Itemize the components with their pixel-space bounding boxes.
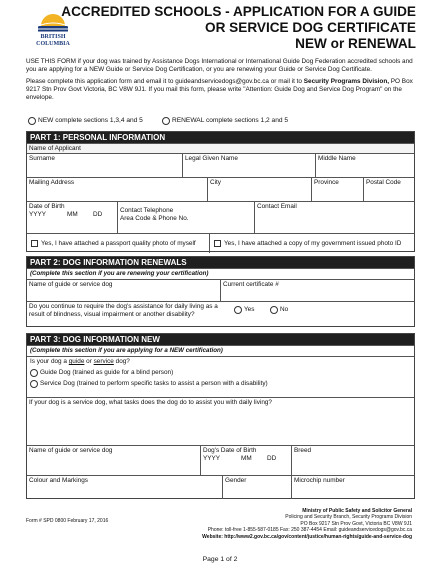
continue-no-label: No [280, 306, 289, 313]
part2-note: (Complete this section if you are renewing your certification) [30, 270, 209, 277]
page-number: Page 1 of 2 [202, 556, 238, 563]
ministry-website[interactable]: Website: http://www2.gov.bc.ca/gov/content/justice/human-rights/guide-and-service-dog [202, 533, 412, 540]
page-title [61, 4, 416, 52]
postal-code-label: Postal Code [366, 179, 401, 186]
title-line-1: ACCREDITED SCHOOLS - APPLICATION FOR A GUIDE [61, 4, 416, 19]
dog-dob-dd: DD [267, 455, 277, 462]
q-pre: Is your dog a [30, 358, 69, 365]
guide-dog-option[interactable] [30, 369, 411, 377]
gender-label: Gender [225, 477, 247, 484]
photo-id-checkbox[interactable] [214, 240, 221, 247]
middle-name-field[interactable] [315, 154, 414, 177]
guide-dog-label: Guide Dog (trained as guide for a blind person) [40, 369, 174, 376]
continue-assistance-question: Do you continue to require the dog's assistance for daily living as a result of blindness, visual impairment or another disability? [29, 303, 218, 318]
logo-line-1: BRITISH [40, 34, 66, 40]
province-field[interactable] [311, 178, 363, 201]
continue-yes-radio[interactable] [234, 306, 242, 314]
passport-photo-check[interactable] [27, 234, 209, 253]
intro-text [26, 58, 418, 105]
tasks-field[interactable] [27, 398, 414, 445]
name-row [27, 153, 414, 177]
applicant-name-header [27, 143, 414, 153]
continue-no-radio[interactable] [270, 306, 278, 314]
branch-name: Policing and Security Branch, Security Programs Division [285, 514, 412, 521]
dog-dob-field[interactable] [200, 446, 291, 475]
title-line-3: NEW or RENEWAL [295, 36, 416, 51]
breed-field[interactable] [291, 446, 414, 475]
option-new[interactable] [28, 117, 143, 125]
middle-name-label: Middle Name [318, 155, 356, 162]
renewal-dog-name-label: Name of guide or service dog [29, 281, 113, 288]
gender-field[interactable] [222, 476, 291, 499]
part2-dog-row [27, 279, 414, 301]
microchip-field[interactable] [291, 476, 414, 499]
email-label: Contact Email [257, 203, 297, 210]
name-of-applicant-label: Name of Applicant [29, 145, 81, 152]
part1-section [26, 131, 415, 252]
mailing-address-label: Mailing Address [29, 179, 75, 186]
service-dog-option[interactable] [30, 380, 411, 388]
new-dog-name-field[interactable] [27, 446, 200, 475]
ministry-name: Ministry of Public Safety and Solicitor General [302, 508, 412, 514]
dog-type-row [27, 356, 414, 397]
option-renewal[interactable] [162, 117, 288, 125]
continue-yes-option[interactable] [234, 306, 254, 314]
renewal-radio[interactable] [162, 117, 170, 125]
q-guide: guide [68, 358, 85, 365]
new-radio[interactable] [28, 117, 36, 125]
dog-dob-label: Dog's Date of Birth [203, 447, 257, 454]
current-certificate-field[interactable] [220, 280, 414, 301]
breed-label: Breed [294, 447, 312, 454]
continue-yes-label: Yes [244, 306, 255, 313]
application-type-options [26, 117, 418, 127]
part1-title: PART 1: PERSONAL INFORMATION [27, 132, 414, 143]
ministry-contact [202, 508, 412, 540]
option-renewal-label: RENEWAL complete sections 1,2 and 5 [172, 117, 289, 124]
renewal-dog-name-field[interactable] [27, 280, 220, 301]
part3-section [26, 333, 415, 499]
photo-id-check-label: Yes, I have attached a copy of my government issued photo ID [224, 239, 402, 247]
passport-check-label: Yes, I have attached a passport quality photo of myself [41, 239, 196, 247]
intro-paragraph-1: USE THIS FORM if your dog was trained by Assistance Dogs International or International Guide Dog Federation accredited schools and you are applying for a NEW Guide or Service Dog Certification, or you are renewing your Guide or Service Dog Certificate. [26, 58, 413, 74]
city-field[interactable] [207, 178, 311, 201]
intro-paragraph-2 [26, 78, 418, 103]
telephone-label: Contact Telephone [120, 207, 174, 214]
dog-dob-parts [203, 455, 289, 463]
q-service: service [93, 358, 114, 365]
ministry-address: PO Box 9217 Stn Prov Govt, Victoria BC V8W 9J1 [300, 520, 412, 527]
logo-line-2: COLUMBIA [36, 40, 70, 47]
dob-yyyy-label: YYYY [29, 211, 47, 218]
address-row [27, 177, 414, 201]
intro-p2-division: Security Programs Division, [303, 77, 390, 85]
dog-dob-mm: MM [241, 455, 252, 462]
surname-field[interactable] [27, 154, 182, 177]
dob-field[interactable] [27, 202, 117, 233]
mailing-address-field[interactable] [27, 178, 207, 201]
continue-no-option[interactable] [270, 306, 288, 314]
given-name-label: Legal Given Name [185, 155, 238, 162]
given-name-field[interactable] [182, 154, 315, 177]
q-or: or [84, 358, 94, 365]
tasks-row [27, 397, 414, 445]
current-certificate-label: Current certificate # [223, 281, 279, 288]
part2-title: PART 2: DOG INFORMATION RENEWALS [27, 257, 414, 268]
dob-mm-label: MM [67, 211, 78, 218]
service-dog-radio[interactable] [30, 380, 38, 388]
form-number: Form # SPD 0800 February 17, 2016 [26, 518, 109, 524]
dog-dob-yyyy: YYYY [203, 455, 221, 462]
tasks-question: If your dog is a service dog, what tasks does the dog do to assist you with daily living? [29, 399, 272, 406]
attachments-row [27, 233, 414, 253]
service-dog-label: Service Dog (trained to perform specific tasks to assist a person with a disability) [40, 380, 268, 387]
dob-contact-row [27, 201, 414, 233]
dob-label: Date of Birth [29, 203, 65, 210]
colour-label: Colour and Markings [29, 477, 88, 484]
email-field[interactable] [254, 202, 414, 233]
surname-label: Surname [29, 155, 55, 162]
dog-type-question [30, 358, 411, 366]
city-label: City [210, 179, 222, 186]
dob-parts [29, 211, 115, 219]
option-new-label: NEW complete sections 1,3,4 and 5 [38, 117, 143, 124]
part2-section [26, 256, 415, 327]
ministry-phone: Phone: toll-free 1-855-587-0185 Fax: 250 387-4454 Email: guideandservicedogs@gov.bc.ca [207, 527, 412, 534]
dob-dd-label: DD [93, 211, 103, 218]
passport-checkbox[interactable] [31, 240, 38, 247]
postal-code-field[interactable] [363, 178, 414, 201]
microchip-label: Microchip number [294, 477, 345, 484]
part3-note-row [27, 345, 414, 356]
form-header [26, 4, 416, 54]
dog-details-row [27, 445, 414, 475]
new-dog-name-label: Name of guide or service dog [29, 447, 113, 454]
part2-question-row [27, 301, 414, 326]
q-post: dog? [113, 358, 130, 365]
guide-dog-radio[interactable] [30, 369, 38, 377]
title-line-2: OR SERVICE DOG CERTIFICATE [205, 20, 416, 35]
dog-markings-row [27, 475, 414, 499]
intro-p2-start: Please complete this application form and email it to guideandservicedogs@gov.bc.ca or mail it to [26, 77, 304, 85]
part3-title: PART 3: DOG INFORMATION NEW [27, 334, 414, 345]
area-code-label: Area Code & Phone No. [120, 215, 189, 222]
telephone-field[interactable] [117, 202, 254, 233]
colour-field[interactable] [27, 476, 222, 499]
part2-note-row [27, 268, 414, 279]
intro-p2-end: PO Box 9217 Stn Prov Govt Victoria, BC V8W 9J1. If you mail this form, please write "Attention: Guide Dog and Service Dog Program" on the envelope. [26, 77, 413, 102]
photo-id-check[interactable] [209, 234, 414, 253]
part3-note: (Complete this section if you are applying for a NEW certification) [30, 347, 223, 354]
province-label: Province [314, 179, 339, 186]
